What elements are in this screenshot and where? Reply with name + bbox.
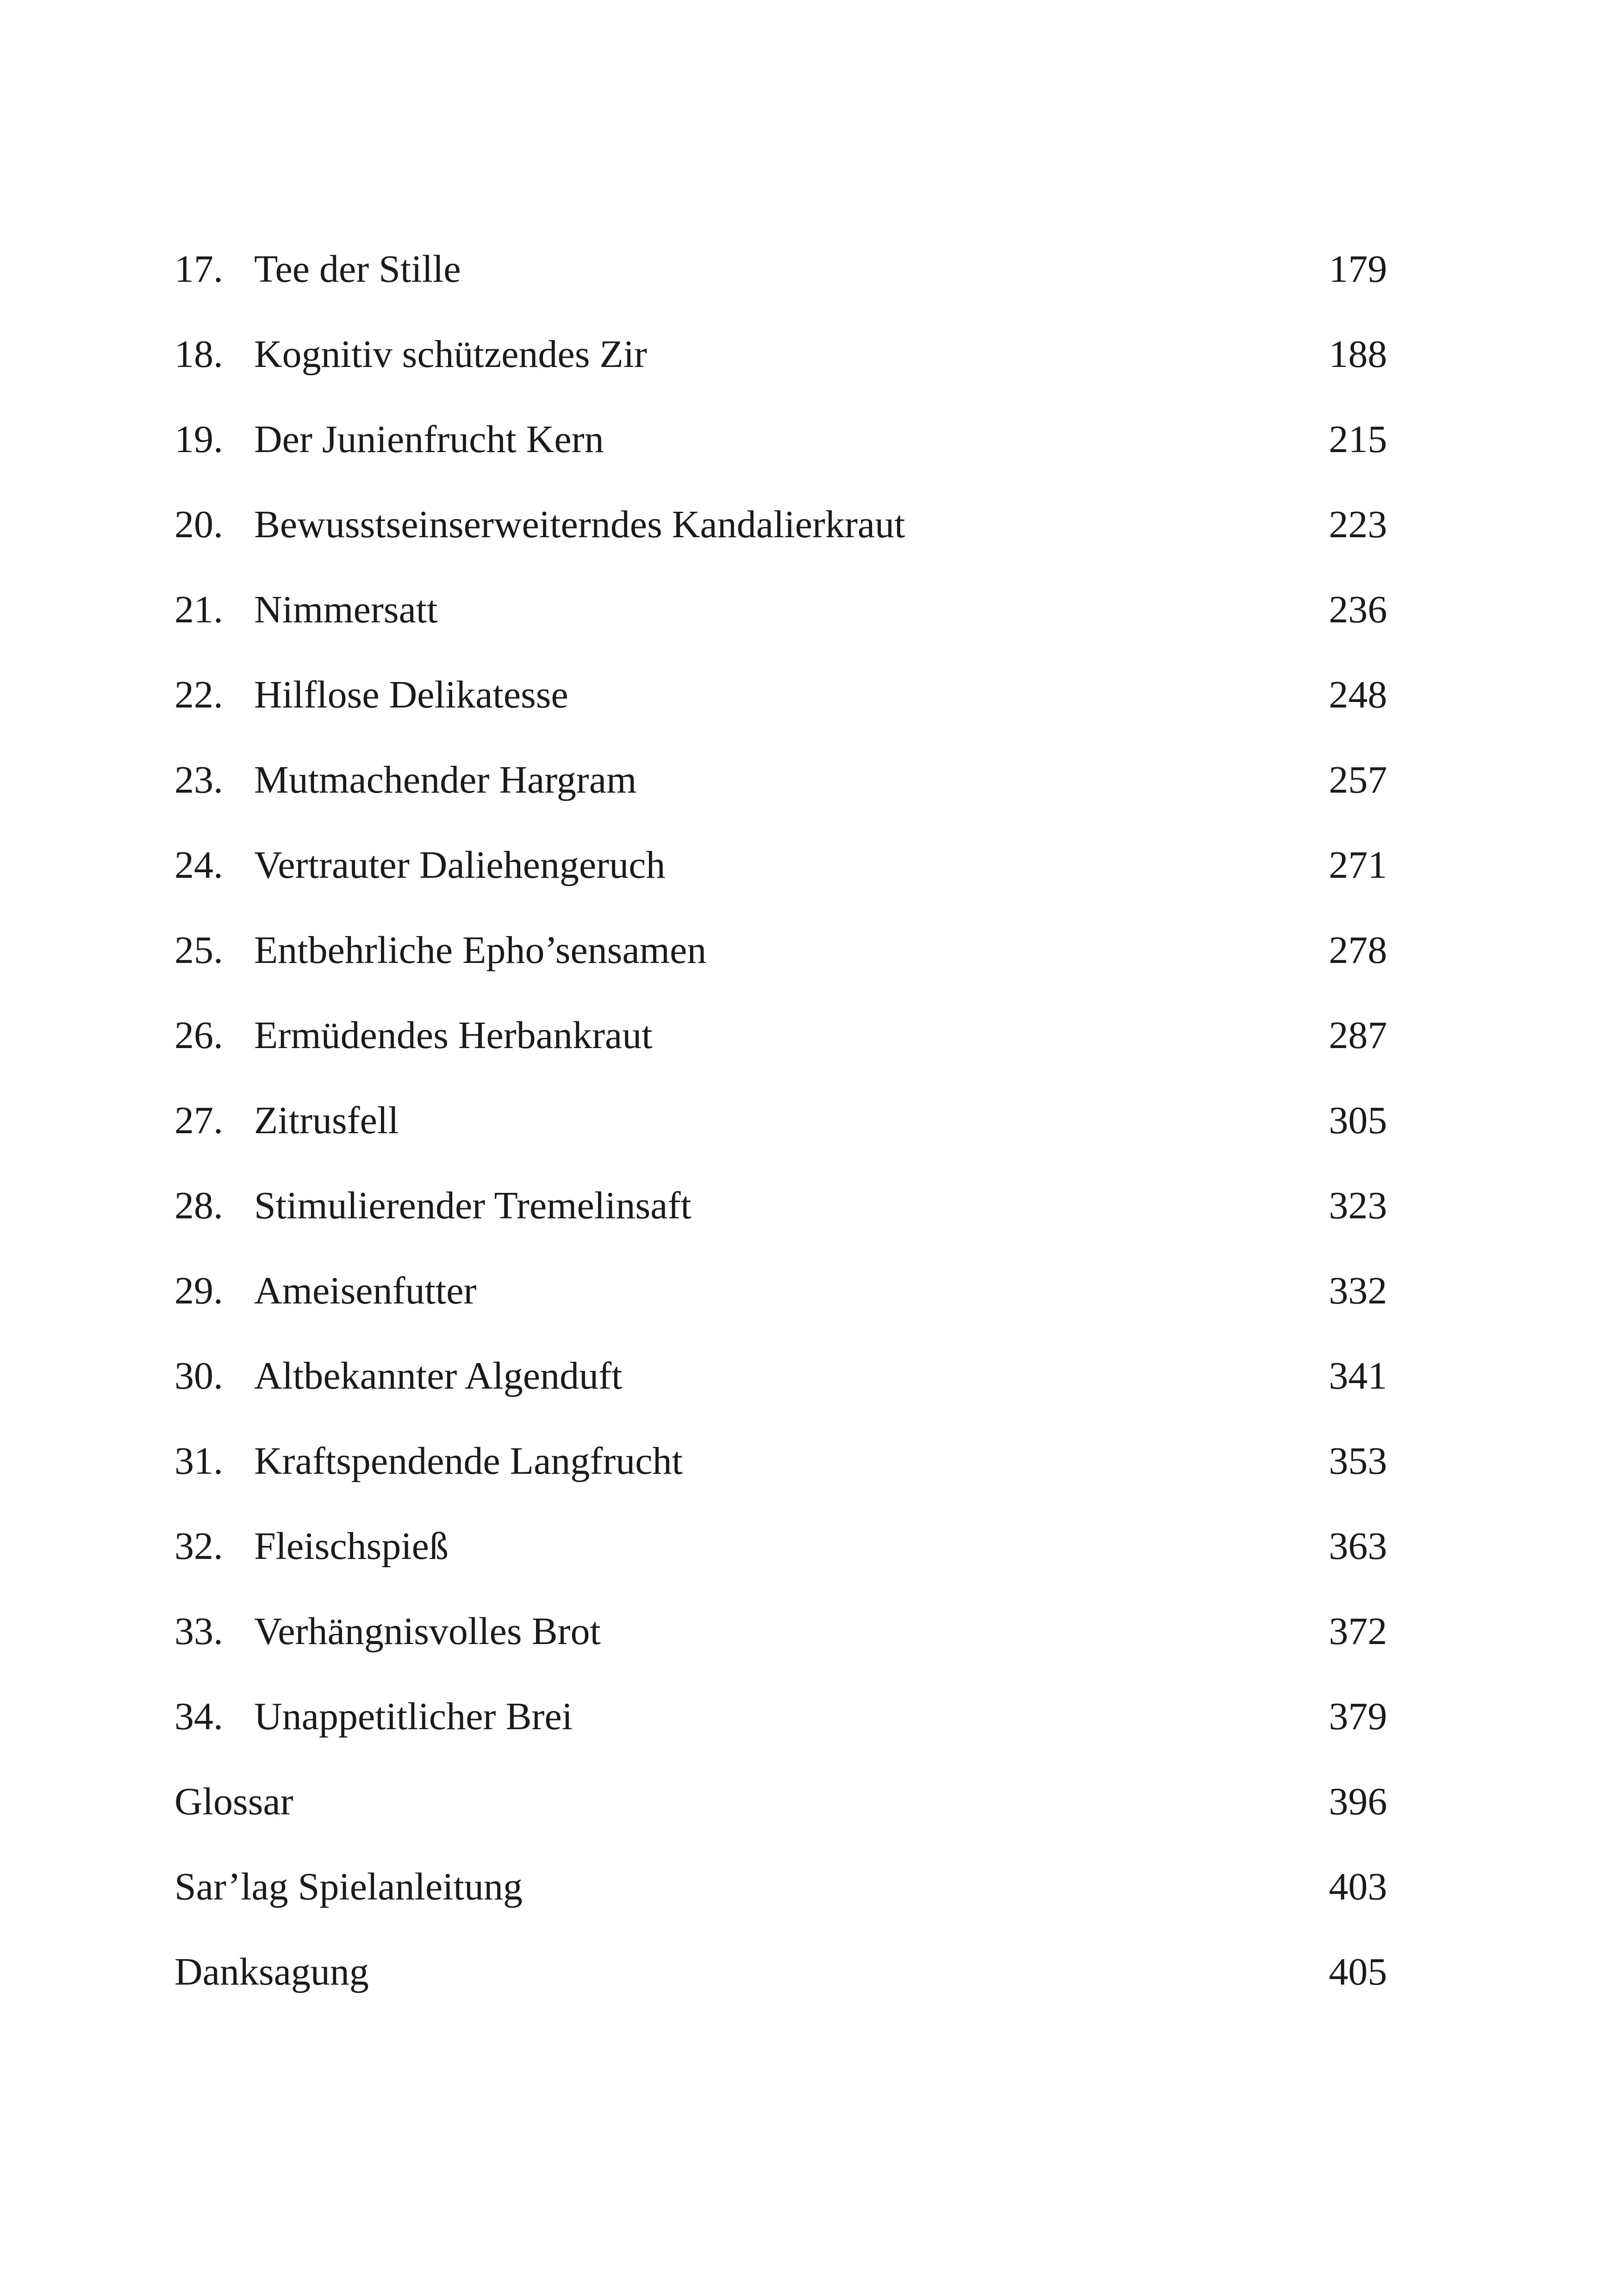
toc-chapter-title: Zitrusfell [254, 1099, 399, 1142]
toc-page-number: 396 [1329, 1780, 1387, 1823]
toc-entry-22 [174, 652, 1387, 738]
toc-chapter-number: 21. [174, 588, 223, 631]
toc-page-number: 271 [1329, 844, 1387, 887]
toc-page-number: 278 [1329, 929, 1387, 972]
toc-entry-32 [174, 1504, 1387, 1589]
toc-chapter-title: Verhängnisvolles Brot [254, 1610, 601, 1653]
toc-chapter-number: 19. [174, 418, 223, 461]
toc-chapter-title: Unappetitlicher Brei [254, 1695, 573, 1738]
toc-chapter-number: 24. [174, 844, 223, 887]
toc-chapter-number: 20. [174, 503, 223, 546]
toc-entry-26 [174, 993, 1387, 1078]
toc-page-number: 215 [1329, 418, 1387, 461]
toc-chapter-title: Fleischspieß [254, 1525, 448, 1568]
toc-chapter-number: 30. [174, 1354, 223, 1397]
toc-chapter-title: Ermüdendes Herbankraut [254, 1014, 653, 1057]
toc-page-number: 188 [1329, 333, 1387, 376]
toc-entry-28 [174, 1163, 1387, 1248]
toc-page-number: 372 [1329, 1610, 1387, 1653]
toc-entry-31 [174, 1419, 1387, 1504]
toc-page-number: 257 [1329, 758, 1387, 801]
toc-page-number: 332 [1329, 1269, 1387, 1312]
toc-chapter-title: Der Junienfrucht Kern [254, 418, 604, 461]
toc-chapter-title: Nimmersatt [254, 588, 438, 631]
toc-page-number: 341 [1329, 1354, 1387, 1397]
toc-entry-19 [174, 397, 1387, 482]
toc-section-title: Glossar [174, 1780, 293, 1823]
toc-entry-20 [174, 482, 1387, 567]
toc-chapter-number: 34. [174, 1695, 223, 1738]
toc-entry-21 [174, 567, 1387, 652]
toc-entry-17 [174, 227, 1387, 312]
toc-chapter-number: 32. [174, 1525, 223, 1568]
toc-chapter-title: Tee der Stille [254, 248, 461, 291]
toc-entry-30 [174, 1334, 1387, 1419]
toc-chapter-title: Stimulierender Tremelinsaft [254, 1184, 691, 1227]
toc-chapter-number: 22. [174, 673, 223, 716]
toc-chapter-title: Mutmachender Hargram [254, 758, 637, 801]
toc-page-number: 379 [1329, 1695, 1387, 1738]
toc-chapter-number: 18. [174, 333, 223, 376]
toc-entry-spielanleitung [174, 1844, 1387, 1930]
toc-chapter-title: Kognitiv schützendes Zir [254, 333, 648, 376]
toc-page-number: 223 [1329, 503, 1387, 546]
toc-page-number: 403 [1329, 1865, 1387, 1908]
toc-page-number: 236 [1329, 588, 1387, 631]
toc-chapter-number: 17. [174, 248, 223, 291]
toc-chapter-number: 29. [174, 1269, 223, 1312]
toc-chapter-title: Hilflose Delikatesse [254, 673, 568, 716]
toc-page-number: 363 [1329, 1525, 1387, 1568]
toc-chapter-number: 26. [174, 1014, 223, 1057]
toc-page-number: 305 [1329, 1099, 1387, 1142]
toc-chapter-title: Entbehrliche Epho’sensamen [254, 929, 707, 972]
toc-entry-33 [174, 1589, 1387, 1674]
toc-entry-34 [174, 1674, 1387, 1759]
toc-chapter-title: Bewusstseinserweiterndes Kandalierkraut [254, 503, 905, 546]
toc-page-number: 248 [1329, 673, 1387, 716]
toc-chapter-title: Ameisenfutter [254, 1269, 477, 1312]
toc-chapter-title: Altbekannter Algenduft [254, 1354, 623, 1397]
toc-chapter-title: Kraftspendende Langfrucht [254, 1440, 683, 1483]
toc-chapter-number: 23. [174, 758, 223, 801]
toc-page-number: 405 [1329, 1950, 1387, 1993]
toc-page-number: 287 [1329, 1014, 1387, 1057]
toc-chapter-number: 25. [174, 929, 223, 972]
toc-entry-25 [174, 908, 1387, 993]
toc-entry-glossar [174, 1759, 1387, 1844]
toc-chapter-number: 28. [174, 1184, 223, 1227]
toc-page-number: 323 [1329, 1184, 1387, 1227]
toc-chapter-number: 27. [174, 1099, 223, 1142]
toc-chapter-title: Vertrauter Daliehengeruch [254, 844, 666, 887]
toc-chapter-number: 31. [174, 1440, 223, 1483]
toc-page-number: 353 [1329, 1440, 1387, 1483]
toc-section-title: Sar’lag Spielanleitung [174, 1865, 523, 1908]
toc-entry-27 [174, 1078, 1387, 1163]
toc-entry-18 [174, 312, 1387, 397]
toc-entry-23 [174, 738, 1387, 823]
toc-section-title: Danksagung [174, 1950, 369, 1993]
toc-chapter-number: 33. [174, 1610, 223, 1653]
toc-entry-24 [174, 823, 1387, 908]
toc-page-number: 179 [1329, 248, 1387, 291]
table-of-contents [174, 227, 1387, 2015]
toc-entry-29 [174, 1248, 1387, 1334]
toc-entry-danksagung [174, 1930, 1387, 2015]
